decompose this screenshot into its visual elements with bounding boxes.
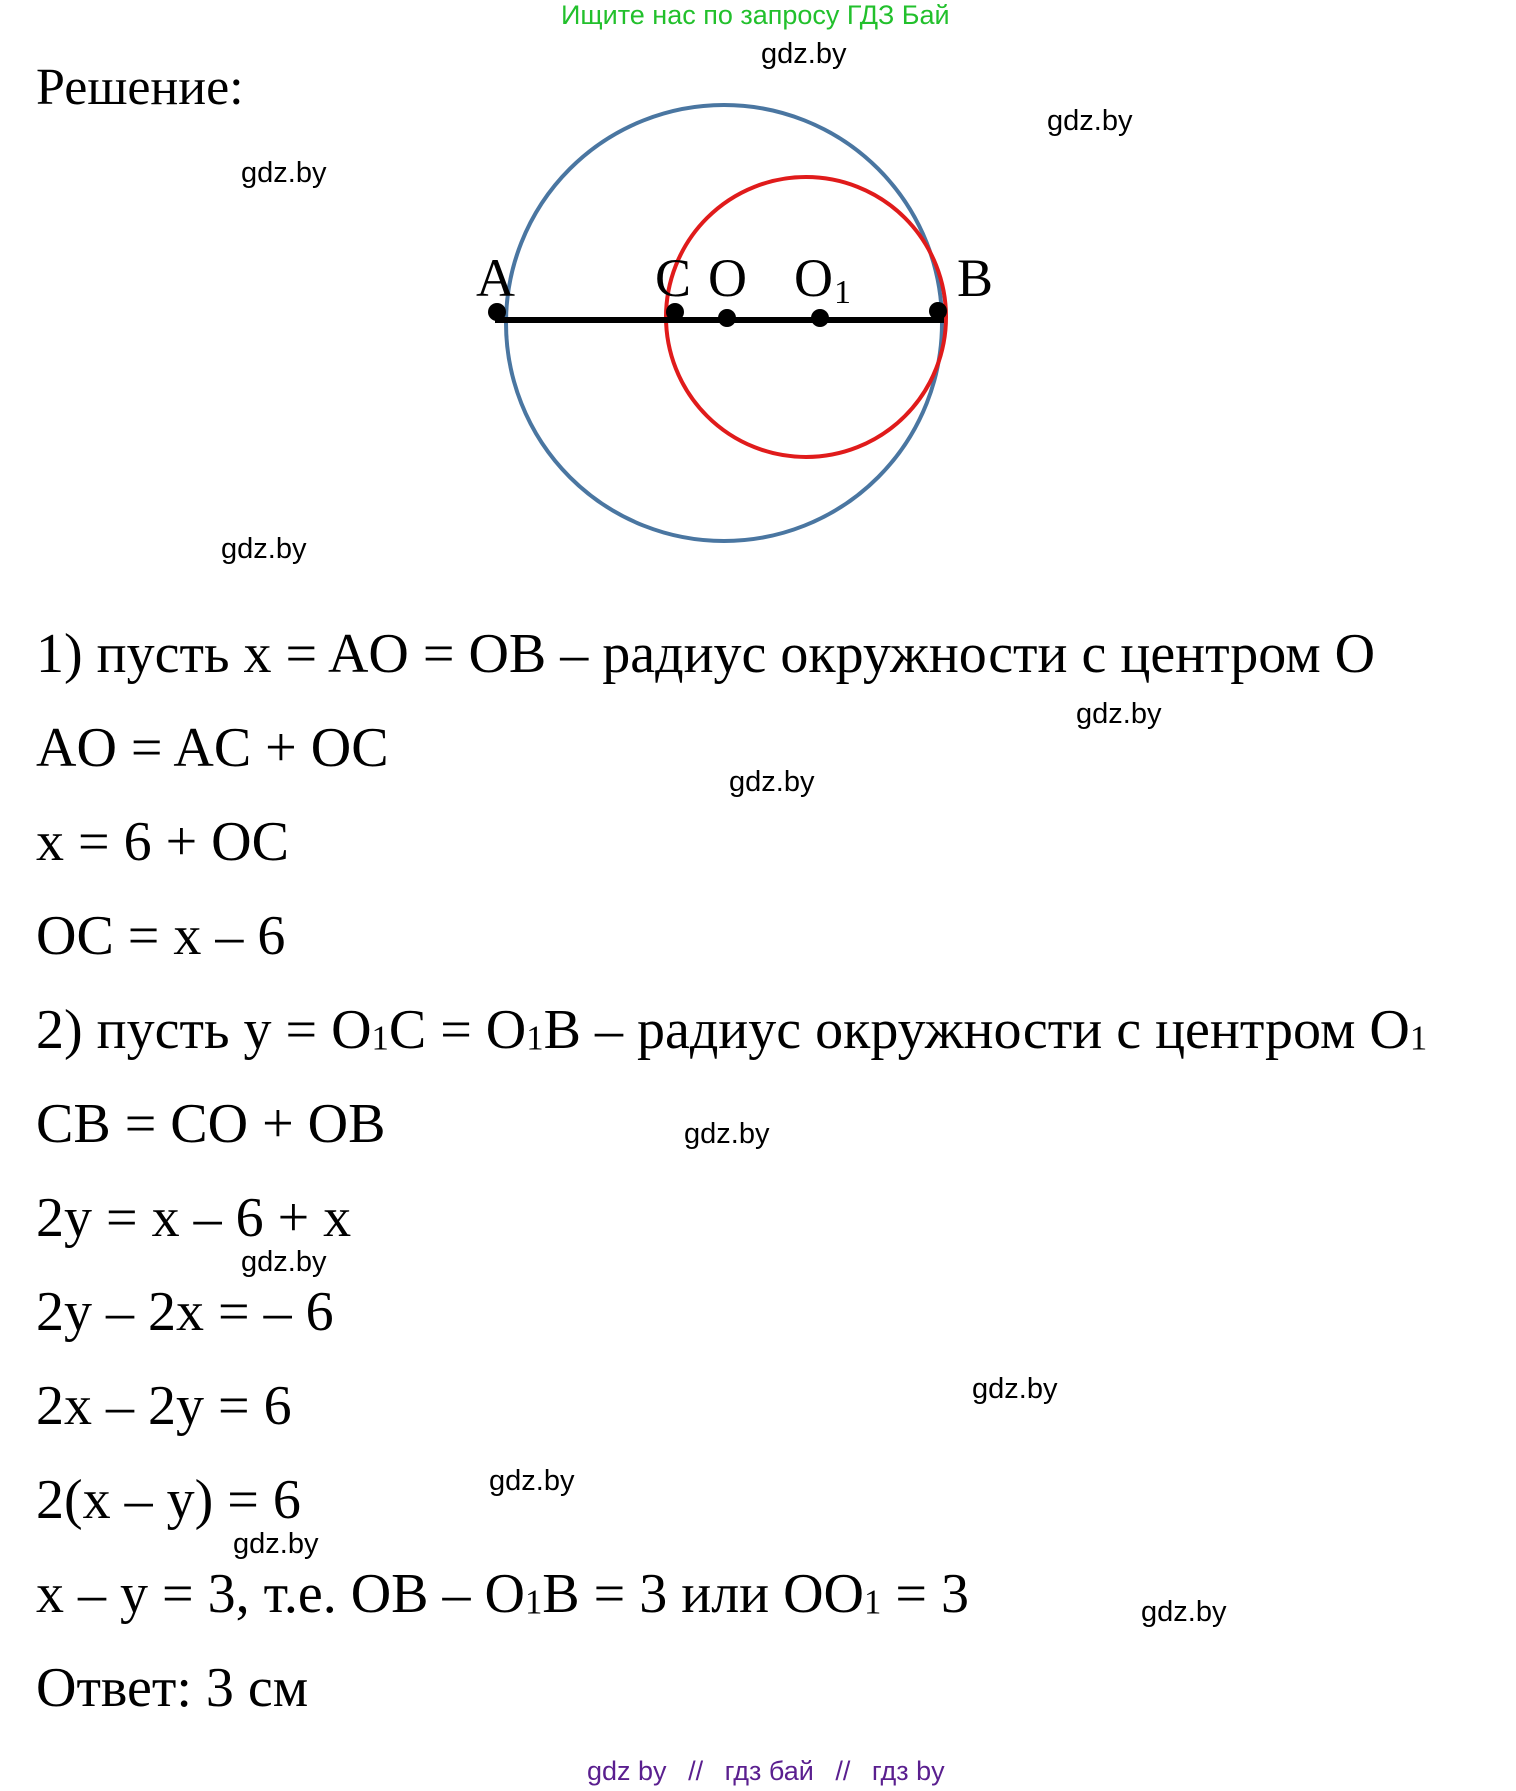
- line-text: 2y – 2x = – 6: [36, 1281, 334, 1343]
- watermark: gdz.by: [972, 1373, 1058, 1405]
- line-text: 2x – 2y = 6: [36, 1375, 292, 1437]
- label-B: B: [957, 248, 994, 308]
- line-text: = 3: [881, 1563, 969, 1625]
- subscript: 1: [1409, 1018, 1428, 1058]
- label-C: C: [655, 248, 692, 308]
- footer-link-gdz-by[interactable]: gdz by: [587, 1756, 667, 1786]
- subscript: 1: [864, 1582, 882, 1622]
- solution-line-11: [36, 1562, 969, 1626]
- watermark: gdz.by: [1047, 105, 1133, 137]
- label-O1: O: [794, 248, 833, 308]
- subscript: 1: [371, 1018, 389, 1058]
- watermark: gdz.by: [729, 766, 815, 798]
- watermark: gdz.by: [684, 1118, 770, 1150]
- footer-links: [587, 1756, 945, 1787]
- subscript: 1: [526, 1018, 544, 1058]
- watermark: gdz.by: [489, 1465, 575, 1497]
- line-text: 2) пусть y = O: [36, 999, 372, 1061]
- solution-line-6: [36, 1092, 385, 1156]
- watermark: gdz.by: [221, 533, 307, 565]
- answer-line: [36, 1656, 308, 1720]
- point-B: [929, 302, 947, 320]
- line-text: x = 6 + OC: [36, 811, 289, 873]
- solution-line-4: [36, 904, 285, 968]
- footer-separator: //: [835, 1756, 851, 1786]
- watermark: gdz.by: [233, 1528, 319, 1560]
- solution-line-5: [36, 998, 1427, 1062]
- solution-line-10: [36, 1468, 301, 1532]
- line-text: OC = x – 6: [36, 905, 286, 967]
- footer-link-gdz-by-cyr[interactable]: гдз by: [871, 1756, 945, 1786]
- solution-line-8: [36, 1280, 334, 1344]
- footer-separator: //: [688, 1756, 704, 1786]
- top-banner[interactable]: Ищите нас по запросу ГДЗ Бай: [561, 0, 950, 30]
- solution-line-7: [36, 1186, 351, 1250]
- solution-line-1: [36, 622, 1375, 686]
- line-text: Ответ: 3 см: [36, 1657, 309, 1719]
- solution-line-2: [36, 716, 389, 780]
- watermark: gdz.by: [1141, 1596, 1227, 1628]
- line-text: B = 3 или OO: [542, 1563, 864, 1625]
- footer-link-gdz-bai[interactable]: гдз бай: [724, 1756, 814, 1786]
- watermark: gdz.by: [761, 38, 847, 70]
- line-text: 1) пусть x = AO = OB – радиус окружности с центром O: [36, 623, 1376, 685]
- subscript: 1: [524, 1582, 543, 1622]
- line-text: CB = CO + OB: [36, 1093, 386, 1155]
- solution-heading: Решение:: [36, 59, 244, 116]
- line-text: 2y = x – 6 + x: [36, 1187, 352, 1249]
- watermark: gdz.by: [241, 157, 327, 189]
- line-text: C = O: [388, 999, 527, 1061]
- solution-line-3: [36, 810, 289, 874]
- watermark: gdz.by: [241, 1246, 327, 1278]
- line-text: AO = AC + OC: [36, 717, 389, 779]
- label-A: A: [476, 248, 515, 308]
- point-O1: [811, 309, 829, 327]
- geometry-figure: [0, 0, 1516, 600]
- line-text: x – y = 3, т.е. OB – O: [36, 1563, 525, 1625]
- point-O: [718, 309, 736, 327]
- line-text: 2(x – y) = 6: [36, 1469, 301, 1531]
- label-O1-subscript: 1: [834, 274, 851, 311]
- solution-line-9: [36, 1374, 292, 1438]
- watermark: gdz.by: [1076, 698, 1162, 730]
- label-O: O: [708, 248, 747, 308]
- line-text: B – радиус окружности с центром O: [543, 999, 1410, 1061]
